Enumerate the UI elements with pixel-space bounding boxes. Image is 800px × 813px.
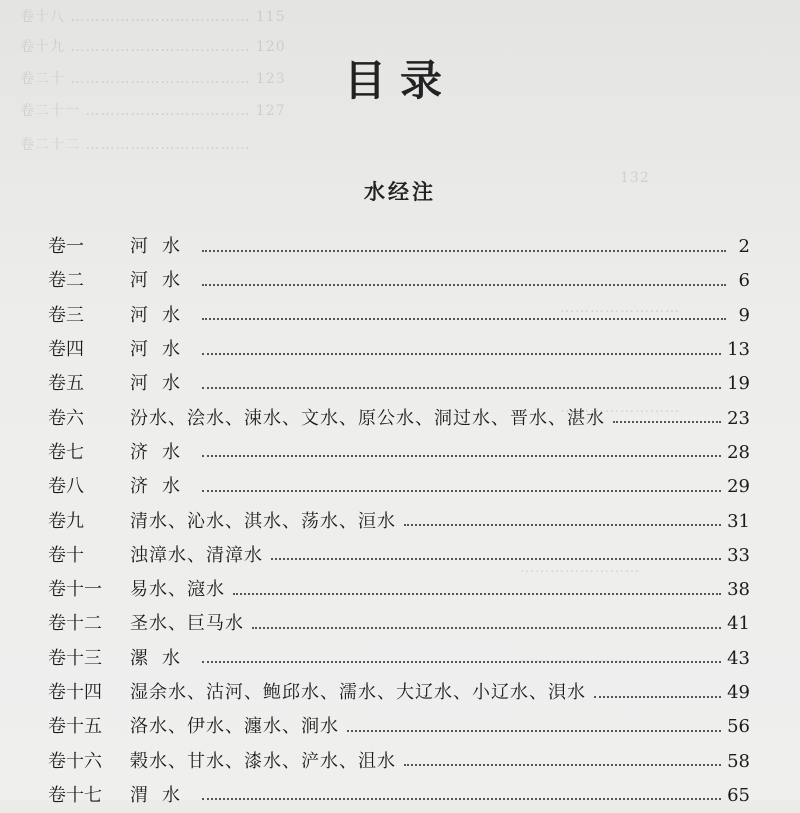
volume-label: 卷二	[48, 270, 84, 292]
dot-leader	[404, 763, 721, 766]
table-of-contents	[48, 230, 750, 813]
river-names: 河水	[130, 339, 194, 361]
toc-entry[interactable]	[48, 367, 750, 401]
dot-leader	[202, 283, 726, 286]
toc-entry[interactable]	[48, 470, 750, 504]
dot-leader	[202, 660, 721, 663]
page-number: 28	[727, 441, 750, 463]
volume-label: 卷十四	[48, 682, 102, 703]
river-names: 济水	[130, 476, 194, 498]
toc-entry[interactable]	[48, 676, 750, 710]
page-number: 33	[727, 544, 750, 566]
dot-leader	[271, 557, 721, 560]
volume-label: 卷一	[48, 236, 84, 258]
page-number: 58	[727, 750, 750, 772]
dot-leader	[594, 695, 721, 698]
volume-label: 卷十三	[48, 647, 102, 669]
page-number: 9	[738, 304, 750, 326]
volume-label: 卷十六	[48, 750, 102, 772]
river-names: 圣水、巨马水	[130, 613, 244, 635]
volume-label: 卷四	[48, 339, 84, 361]
section-title: 水经注	[364, 179, 436, 204]
page-number: 23	[727, 407, 750, 429]
river-names: 渭水	[130, 784, 194, 806]
toc-entry[interactable]	[48, 299, 750, 333]
river-names: 汾水、浍水、涑水、文水、原公水、洞过水、晋水、湛水	[130, 407, 605, 429]
river-names: 浊漳水、清漳水	[130, 544, 263, 566]
toc-entry[interactable]	[48, 401, 750, 435]
page-number: 2	[738, 236, 750, 258]
dot-leader	[202, 489, 721, 492]
river-names: 漯水	[130, 647, 194, 669]
toc-entry[interactable]	[48, 779, 750, 813]
river-names: 清水、沁水、淇水、荡水、洹水	[130, 510, 396, 532]
volume-label: 卷七	[48, 441, 84, 463]
page-number: 6	[738, 270, 750, 292]
dot-leader	[233, 592, 721, 595]
toc-entry[interactable]	[48, 710, 750, 744]
dot-leader	[202, 249, 726, 252]
page-number: 56	[727, 716, 750, 738]
toc-entry[interactable]	[48, 333, 750, 367]
volume-label: 卷九	[48, 510, 84, 532]
river-names: 易水、滱水	[130, 579, 225, 601]
toc-entry[interactable]	[48, 504, 750, 538]
volume-label: 卷十一	[48, 579, 102, 601]
page-number: 19	[727, 373, 750, 395]
toc-entry[interactable]	[48, 264, 750, 298]
volume-label: 卷十七	[48, 784, 102, 806]
volume-label: 卷十二	[48, 613, 102, 635]
toc-entry[interactable]	[48, 436, 750, 470]
page-number: 65	[727, 784, 750, 806]
toc-entry[interactable]	[48, 607, 750, 641]
toc-entry[interactable]	[48, 744, 750, 778]
dot-leader	[202, 352, 721, 355]
volume-label: 卷五	[48, 373, 84, 395]
page-number: 38	[727, 579, 750, 601]
river-names: 河水	[130, 270, 194, 292]
page-title: 目录	[343, 56, 456, 105]
bleed-through-text: 卷十八 ……………………………… 115 卷十九 ……………………………… 120 卷二十 ……………………………… 123 卷二十一 …………………………… 127 卷二十二 …………………………… 132 …………………… …………………… …………………… ……………………	[20, 9, 680, 666]
river-names: 河水	[130, 236, 194, 258]
dot-leader	[202, 386, 721, 389]
toc-entry[interactable]	[48, 573, 750, 607]
river-names: 湿余水、沽河、鲍邱水、濡水、大辽水、小辽水、浿水	[130, 682, 586, 703]
river-names: 济水	[130, 441, 194, 463]
dot-leader	[347, 729, 721, 732]
dot-leader	[613, 420, 721, 423]
dot-leader	[202, 454, 721, 457]
river-names: 榖水、甘水、漆水、浐水、沮水	[130, 750, 396, 772]
toc-entry[interactable]	[48, 539, 750, 573]
river-names: 河水	[130, 373, 194, 395]
page-number: 31	[727, 510, 750, 532]
page-number: 41	[727, 613, 750, 635]
dot-leader	[404, 523, 721, 526]
river-names: 洛水、伊水、瀍水、涧水	[130, 716, 339, 738]
volume-label: 卷六	[48, 407, 84, 429]
volume-label: 卷十	[48, 544, 84, 566]
page-number: 13	[727, 339, 750, 361]
volume-label: 卷三	[48, 304, 84, 326]
volume-label: 卷八	[48, 476, 84, 498]
volume-label: 卷十五	[48, 716, 102, 738]
page-number: 49	[727, 682, 750, 703]
dot-leader	[252, 626, 721, 629]
page-number: 43	[727, 647, 750, 669]
river-names: 河水	[130, 304, 194, 326]
page-number: 29	[727, 476, 750, 498]
toc-entry[interactable]	[48, 230, 750, 264]
toc-entry[interactable]	[48, 642, 750, 676]
dot-leader	[202, 317, 726, 320]
